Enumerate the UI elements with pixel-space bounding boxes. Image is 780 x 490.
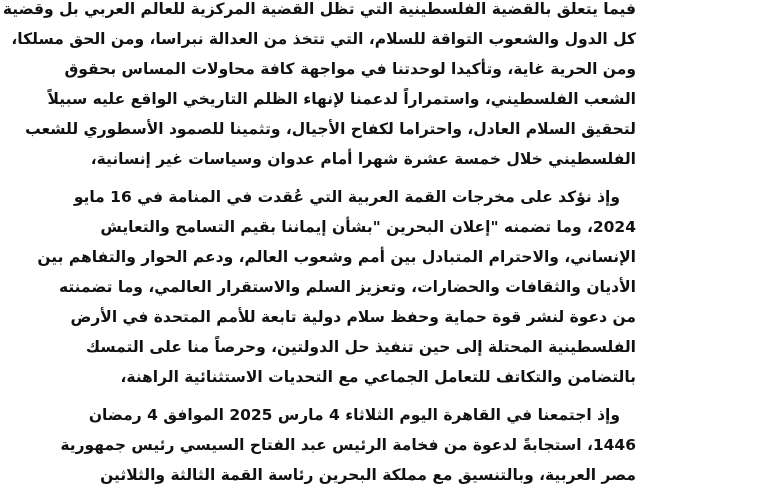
text-line: وإذ نؤكد على مخرجات القمة العربية التي عُقدت في المنامة في 16 مايو (73, 188, 620, 206)
text-line: وإذ اجتمعنا في القاهرة اليوم الثلاثاء 4 مارس 2025 الموافق 4 رمضان (88, 406, 620, 424)
text-line: من دعوة لنشر قوة حماية وحفظ سلام دولية تابعة للأمم المتحدة في الأرض (70, 308, 636, 326)
paragraph-manama-summit (37, 182, 636, 392)
text-line: 1446، استجابةً لدعوة من فخامة الرئيس عبد الفتاح السيسي رئيس جمهورية (60, 436, 636, 454)
document-body (2, 0, 636, 490)
text-line: بالتضامن والتكاتف للتعامل الجماعي مع التحديات الاستثنائية الراهنة، (120, 368, 636, 386)
text-line: الإنساني، والاحترام المتبادل بين أمم وشعوب العالم، ودعم الحوار والتفاهم بين (37, 248, 636, 266)
text-line: الأديان والثقافات والحضارات، وتعزيز السلم والاستقرار العالمي، وما تضمنته (58, 278, 636, 296)
text-line: 2024، وما تضمنه "إعلان البحرين "بشأن إيماننا بقيم التسامح والتعايش (100, 218, 636, 236)
text-line: الفلسطينية المحتلة إلى حين تنفيذ حل الدولتين، وحرصاً منا على التمسك (85, 338, 636, 356)
paragraph-palestinian-cause (2, 0, 636, 174)
text-line: فيما يتعلق بالقضية الفلسطينية التي تظل القضية المركزية للعالم العربي بل وقضية (2, 0, 636, 18)
text-line: كل الدول والشعوب التواقة للسلام، التي تتخذ من العدالة نبراسا، ومن الحق مسلكا، (11, 30, 636, 48)
text-line: الشعب الفلسطيني، واستمراراً لدعمنا لإنهاء الظلم التاريخي الواقع عليه سبيلاً (47, 90, 636, 108)
text-line: مصر العربية، وبالتنسيق مع مملكة البحرين رئاسة القمة الثالثة والثلاثين (100, 466, 636, 484)
text-line: لتحقيق السلام العادل، واحتراما لكفاح الأجيال، وتثمينا للصمود الأسطوري للشعب (25, 120, 636, 138)
text-line: ومن الحرية غاية، وتأكيدا لوحدتنا في مواجهة كافة محاولات المساس بحقوق (64, 60, 636, 78)
paragraph-cairo-meeting (60, 400, 636, 490)
text-line: الفلسطيني خلال خمسة عشرة شهرا أمام عدوان وسياسات غير إنسانية، (90, 150, 636, 168)
